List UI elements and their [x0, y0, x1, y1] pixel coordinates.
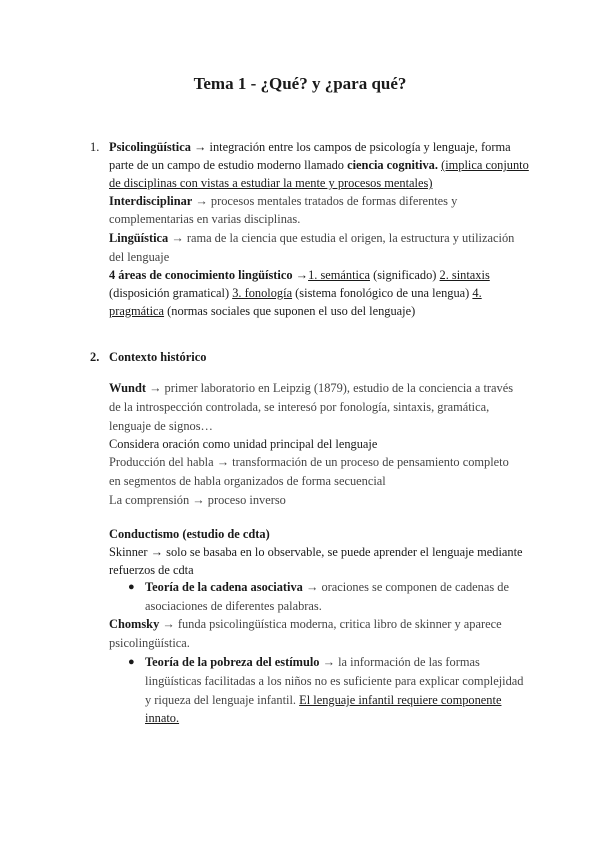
- term: Lingüística: [109, 231, 169, 245]
- text-line: [145, 693, 501, 708]
- term: Teoría de la pobreza del estímulo: [145, 655, 320, 669]
- text-line: [109, 617, 502, 632]
- text: del lenguaje: [109, 250, 170, 264]
- text: refuerzos de cdta: [109, 563, 194, 577]
- bullet-icon: ●: [128, 656, 135, 668]
- text: Considera oración como unidad principal del lenguaje: [109, 437, 378, 451]
- text-line: [109, 268, 490, 283]
- page-title: Tema 1 - ¿Qué? y ¿para qué?: [193, 74, 407, 93]
- text: → la información de las formas: [319, 655, 480, 669]
- underlined-text: pragmática: [109, 304, 165, 318]
- text: → rama de la ciencia que estudia el origen, la estructura y utilización: [171, 231, 515, 245]
- term: Psicolingüística: [109, 140, 191, 154]
- text-line: [109, 286, 482, 301]
- underlined-text: El lenguaje infantil requiere componente: [299, 693, 502, 707]
- text-line: [109, 304, 415, 319]
- subheading: [109, 527, 270, 542]
- text: de la introspección controlada, se interesó por fonología, sintaxis, gramática,: [109, 400, 490, 414]
- text-line: [109, 381, 513, 396]
- text-line: [109, 158, 529, 173]
- underlined-text: 3. fonología: [232, 286, 293, 300]
- term: Chomsky: [109, 617, 160, 631]
- text: (disposición gramatical): [109, 286, 233, 300]
- text: →: [292, 268, 309, 282]
- text: → integración entre los campos de psicología y lenguaje, forma: [194, 140, 511, 154]
- section-number: [90, 350, 99, 365]
- text: (significado): [370, 268, 440, 282]
- text: complementarias en varias disciplinas.: [109, 212, 301, 226]
- text-line: [109, 140, 511, 155]
- text: → oraciones se componen de cadenas de: [302, 580, 509, 594]
- text: → procesos mentales tratados de formas diferentes y: [195, 194, 458, 208]
- underlined-text: innato.: [145, 711, 180, 725]
- text-line: [109, 231, 514, 246]
- section-heading: [109, 350, 206, 365]
- text: (normas sociales que suponen el uso del lenguaje): [164, 304, 416, 318]
- bullet-icon: ●: [128, 581, 135, 593]
- term: Teoría de la cadena asociativa: [145, 580, 303, 594]
- text: y riqueza del lenguaje infantil.: [145, 693, 300, 707]
- text-line: [145, 655, 480, 670]
- section-number: 1.: [90, 140, 100, 154]
- text: Skinner → solo se basaba en lo observable, se puede aprender el lenguaje mediante: [109, 545, 523, 559]
- section-number-text: 2.: [90, 350, 100, 364]
- text: (sistema fonológico de una lengua): [292, 286, 473, 300]
- text: → funda psicolingüística moderna, critica libro de skinner y aparece: [159, 617, 502, 631]
- text-line: [145, 580, 509, 595]
- heading-text: Contexto histórico: [109, 350, 207, 364]
- term: ciencia cognitiva.: [347, 158, 438, 172]
- subheading-text: Conductismo (estudio de cdta): [109, 527, 270, 541]
- text: asociaciones de diferentes palabras.: [145, 599, 322, 613]
- text: en segmentos de habla organizados de forma secuencial: [109, 474, 386, 488]
- text: psicolingüística.: [109, 636, 190, 650]
- text: → primer laboratorio en Leipzig (1879), estudio de la conciencia a través: [145, 381, 514, 395]
- text: lingüísticas facilitadas a los niños no es suficiente para explicar complejidad: [145, 674, 524, 688]
- underlined-text: 1. semántica: [308, 268, 370, 282]
- underlined-text: (implica conjunto: [441, 158, 529, 172]
- term: Wundt: [109, 381, 146, 395]
- underlined-text: 4.: [472, 286, 482, 300]
- underlined-text: 2. sintaxis: [439, 268, 490, 282]
- term: Interdisciplinar: [109, 194, 193, 208]
- text: Producción del habla → transformación de un proceso de pensamiento completo: [109, 455, 509, 469]
- text: parte de un campo de estudio moderno llamado: [109, 158, 348, 172]
- text: La comprensión → proceso inverso: [109, 493, 286, 507]
- underlined-text: de disciplinas con vistas a estudiar la mente y procesos mentales): [109, 176, 433, 190]
- term: 4 áreas de conocimiento lingüístico: [109, 268, 293, 282]
- text: lenguaje de signos…: [109, 419, 213, 433]
- text-line: [109, 194, 457, 209]
